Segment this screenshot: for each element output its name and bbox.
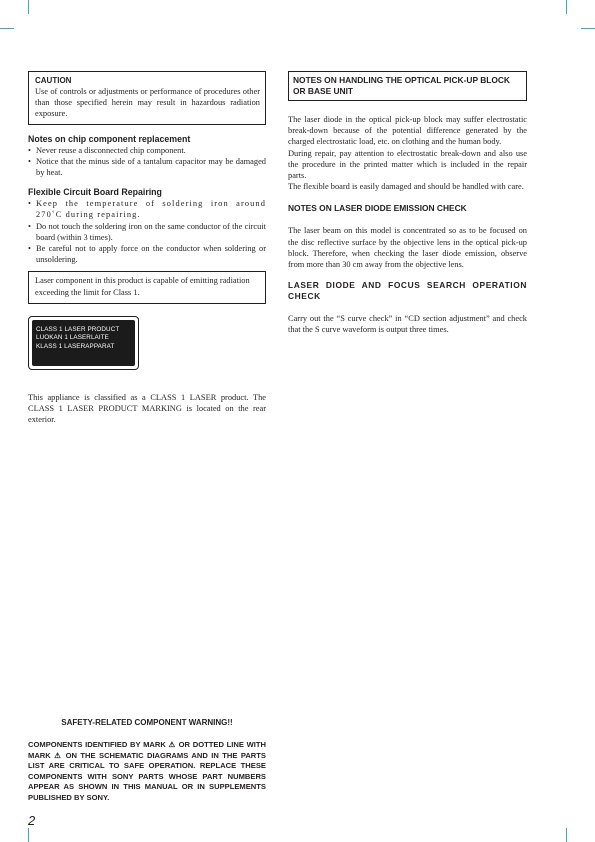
caution-box xyxy=(28,71,266,125)
laser-note-box xyxy=(28,271,266,303)
flex-heading: Flexible Circuit Board Repairing xyxy=(28,187,162,198)
list-item: • Keep the temperature of soldering iron around 270˚C during repairing. xyxy=(28,198,266,220)
label-line-2: LUOKAN 1 LASERLAITE xyxy=(36,334,109,342)
list-item: • Never reuse a disconnected chip component. xyxy=(28,145,266,156)
label-line-3: KLASS 1 LASERAPPARAT xyxy=(36,342,115,350)
pickup-text-1: The laser diode in the optical pick-up block may suffer electrostatic break-down because of the potential difference generated by the charged electrostatic load, etc. on clothing and the human body. xyxy=(288,115,527,147)
crop-mark-tl-h xyxy=(0,28,14,29)
list-item: • Notice that the minus side of a tantalum capacitor may be damaged by heat. xyxy=(28,156,266,178)
pickup-heading: NOTES ON HANDLING THE OPTICAL PICK-UP BLOCK OR BASE UNIT xyxy=(293,75,510,96)
laser-label-plate xyxy=(32,320,135,366)
warning-text: COMPONENTS IDENTIFIED BY MARK ⚠ OR DOTTED LINE WITH MARK ⚠ ON THE SCHEMATIC DIAGRAMS AND IN THE PARTS LIST ARE CRITICAL TO SAFE OPERATION. REPLACE THESE COMPONENTS WITH SONY PARTS WHOSE PART NUMBERS APPEAR AS SHOWN IN THIS MANUAL OR IN SUPPLEMENTS PUBLISHED BY SONY. xyxy=(28,740,266,802)
caution-text: Use of controls or adjustments or performance of procedures other than those specified herein may result in hazardous radiation exposure. xyxy=(35,87,260,119)
page-number: 2 xyxy=(28,813,36,828)
warning-title: SAFETY-RELATED COMPONENT WARNING!! xyxy=(61,718,233,727)
label-line-1: CLASS 1 LASER PRODUCT xyxy=(36,325,120,333)
crop-mark-tl-v xyxy=(28,0,29,14)
safety-warning xyxy=(28,718,266,804)
focus-text: Carry out the “S curve check” in “CD section adjustment” and check that the S curve waveform is output three times. xyxy=(288,314,527,335)
class-text: This appliance is classified as a CLASS 1 LASER product. The CLASS 1 LASER PRODUCT MARKING is located on the rear exterior. xyxy=(28,392,266,425)
flex-list xyxy=(28,198,266,265)
left-column xyxy=(28,71,266,425)
pickup-text-2: During repair, pay attention to electrostatic break-down and also use the procedure in the printed matter which is included in the repair parts. xyxy=(288,148,527,181)
right-column xyxy=(288,71,527,336)
chip-list xyxy=(28,145,266,179)
laser-note-text: Laser component in this product is capable of emitting radiation exceeding the limit for Class 1. xyxy=(35,276,250,297)
pickup-heading-box xyxy=(288,71,527,101)
emission-text: The laser beam on this model is concentrated so as to be focused on the disc reflective surface by the objective lens in the optical pick-up block. Therefore, when checking the laser diode emission, observe from more than 30 cm away from the objective lens. xyxy=(288,226,527,270)
caution-title: CAUTION xyxy=(35,76,72,85)
crop-mark-tr-h xyxy=(581,28,595,29)
emission-heading: NOTES ON LASER DIODE EMISSION CHECK xyxy=(288,203,467,214)
pickup-text-3: The flexible board is easily damaged and should be handled with care. xyxy=(288,182,524,192)
crop-mark-br-v xyxy=(566,828,567,842)
crop-mark-tr-v xyxy=(566,0,567,14)
list-item: • Do not touch the soldering iron on the same conductor of the circuit board (within 3 times). xyxy=(28,221,266,243)
crop-mark-bl-v xyxy=(28,828,29,842)
list-item: • Be careful not to apply force on the conductor when soldering or unsoldering. xyxy=(28,243,266,265)
chip-heading: Notes on chip component replacement xyxy=(28,133,191,144)
laser-product-label xyxy=(28,316,139,370)
focus-heading: LASER DIODE AND FOCUS SEARCH OPERATION CHECK xyxy=(288,280,527,302)
